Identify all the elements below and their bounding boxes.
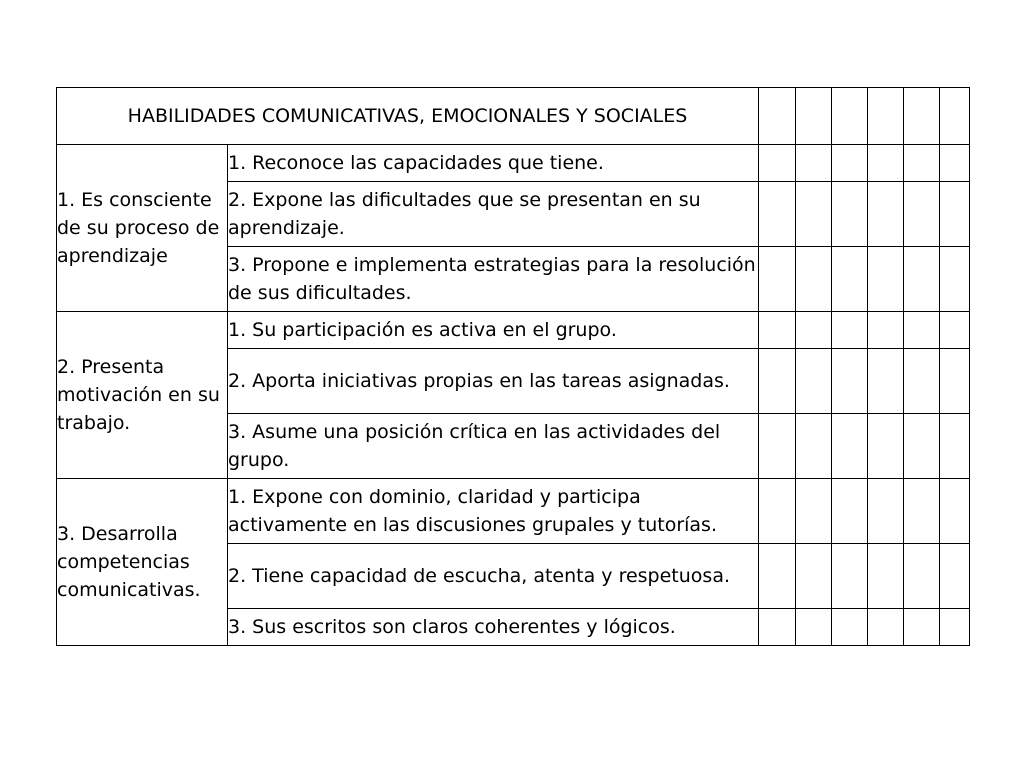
check-cell[interactable] (904, 182, 940, 247)
check-cell[interactable] (796, 145, 832, 182)
check-cell[interactable] (832, 247, 868, 312)
check-cell[interactable] (759, 312, 796, 349)
check-cell[interactable] (759, 88, 796, 145)
check-cell[interactable] (759, 182, 796, 247)
indicator-cell: 1. Expone con dominio, claridad y participa activamente en las discusiones grupales y tutorías. (228, 479, 759, 544)
check-cell[interactable] (940, 145, 970, 182)
check-cell[interactable] (940, 312, 970, 349)
check-cell[interactable] (904, 247, 940, 312)
indicator-cell: 2. Aporta iniciativas propias en las tareas asignadas. (228, 349, 759, 414)
check-cell[interactable] (796, 312, 832, 349)
competency-cell: 1. Es consciente de su proceso de aprendizaje (57, 145, 228, 312)
check-cell[interactable] (940, 349, 970, 414)
check-cell[interactable] (904, 145, 940, 182)
indicator-cell: 2. Tiene capacidad de escucha, atenta y respetuosa. (228, 544, 759, 609)
indicator-cell: 3. Propone e implementa estrategias para la resolución de sus dificultades. (228, 247, 759, 312)
check-cell[interactable] (940, 247, 970, 312)
check-cell[interactable] (832, 145, 868, 182)
check-cell[interactable] (796, 479, 832, 544)
check-cell[interactable] (759, 479, 796, 544)
check-cell[interactable] (868, 182, 904, 247)
check-cell[interactable] (868, 312, 904, 349)
competency-cell: 3. Desarrolla competencias comunicativas. (57, 479, 228, 646)
check-cell[interactable] (940, 88, 970, 145)
skills-checklist-table (56, 87, 970, 646)
check-cell[interactable] (832, 544, 868, 609)
check-cell[interactable] (796, 609, 832, 646)
check-cell[interactable] (796, 544, 832, 609)
check-cell[interactable] (759, 544, 796, 609)
check-cell[interactable] (904, 88, 940, 145)
check-cell[interactable] (868, 544, 904, 609)
table-row (57, 145, 970, 182)
table-header: HABILIDADES COMUNICATIVAS, EMOCIONALES Y SOCIALES (57, 88, 759, 145)
check-cell[interactable] (940, 479, 970, 544)
check-cell[interactable] (832, 414, 868, 479)
competency-cell: 2. Presenta motivación en su trabajo. (57, 312, 228, 479)
check-cell[interactable] (868, 349, 904, 414)
check-cell[interactable] (796, 349, 832, 414)
check-cell[interactable] (759, 349, 796, 414)
table-row (57, 479, 970, 544)
check-cell[interactable] (868, 145, 904, 182)
check-cell[interactable] (904, 414, 940, 479)
check-cell[interactable] (832, 88, 868, 145)
check-cell[interactable] (904, 312, 940, 349)
check-cell[interactable] (796, 182, 832, 247)
check-cell[interactable] (904, 479, 940, 544)
check-cell[interactable] (940, 544, 970, 609)
header-row (57, 88, 970, 145)
check-cell[interactable] (759, 145, 796, 182)
indicator-cell: 3. Sus escritos son claros coherentes y lógicos. (228, 609, 759, 646)
check-cell[interactable] (759, 609, 796, 646)
check-cell[interactable] (796, 88, 832, 145)
indicator-cell: 1. Su participación es activa en el grupo. (228, 312, 759, 349)
table-row (57, 312, 970, 349)
check-cell[interactable] (904, 609, 940, 646)
check-cell[interactable] (940, 182, 970, 247)
check-cell[interactable] (832, 479, 868, 544)
check-cell[interactable] (759, 414, 796, 479)
check-cell[interactable] (832, 182, 868, 247)
check-cell[interactable] (904, 349, 940, 414)
indicator-cell: 2. Expone las dificultades que se presentan en su aprendizaje. (228, 182, 759, 247)
indicator-cell: 1. Reconoce las capacidades que tiene. (228, 145, 759, 182)
indicator-cell: 3. Asume una posición crítica en las actividades del grupo. (228, 414, 759, 479)
check-cell[interactable] (868, 88, 904, 145)
check-cell[interactable] (832, 312, 868, 349)
check-cell[interactable] (759, 247, 796, 312)
check-cell[interactable] (868, 247, 904, 312)
check-cell[interactable] (868, 479, 904, 544)
check-cell[interactable] (904, 544, 940, 609)
check-cell[interactable] (940, 414, 970, 479)
check-cell[interactable] (832, 609, 868, 646)
check-cell[interactable] (796, 414, 832, 479)
check-cell[interactable] (940, 609, 970, 646)
check-cell[interactable] (796, 247, 832, 312)
check-cell[interactable] (868, 609, 904, 646)
check-cell[interactable] (832, 349, 868, 414)
check-cell[interactable] (868, 414, 904, 479)
table-body (57, 88, 970, 646)
